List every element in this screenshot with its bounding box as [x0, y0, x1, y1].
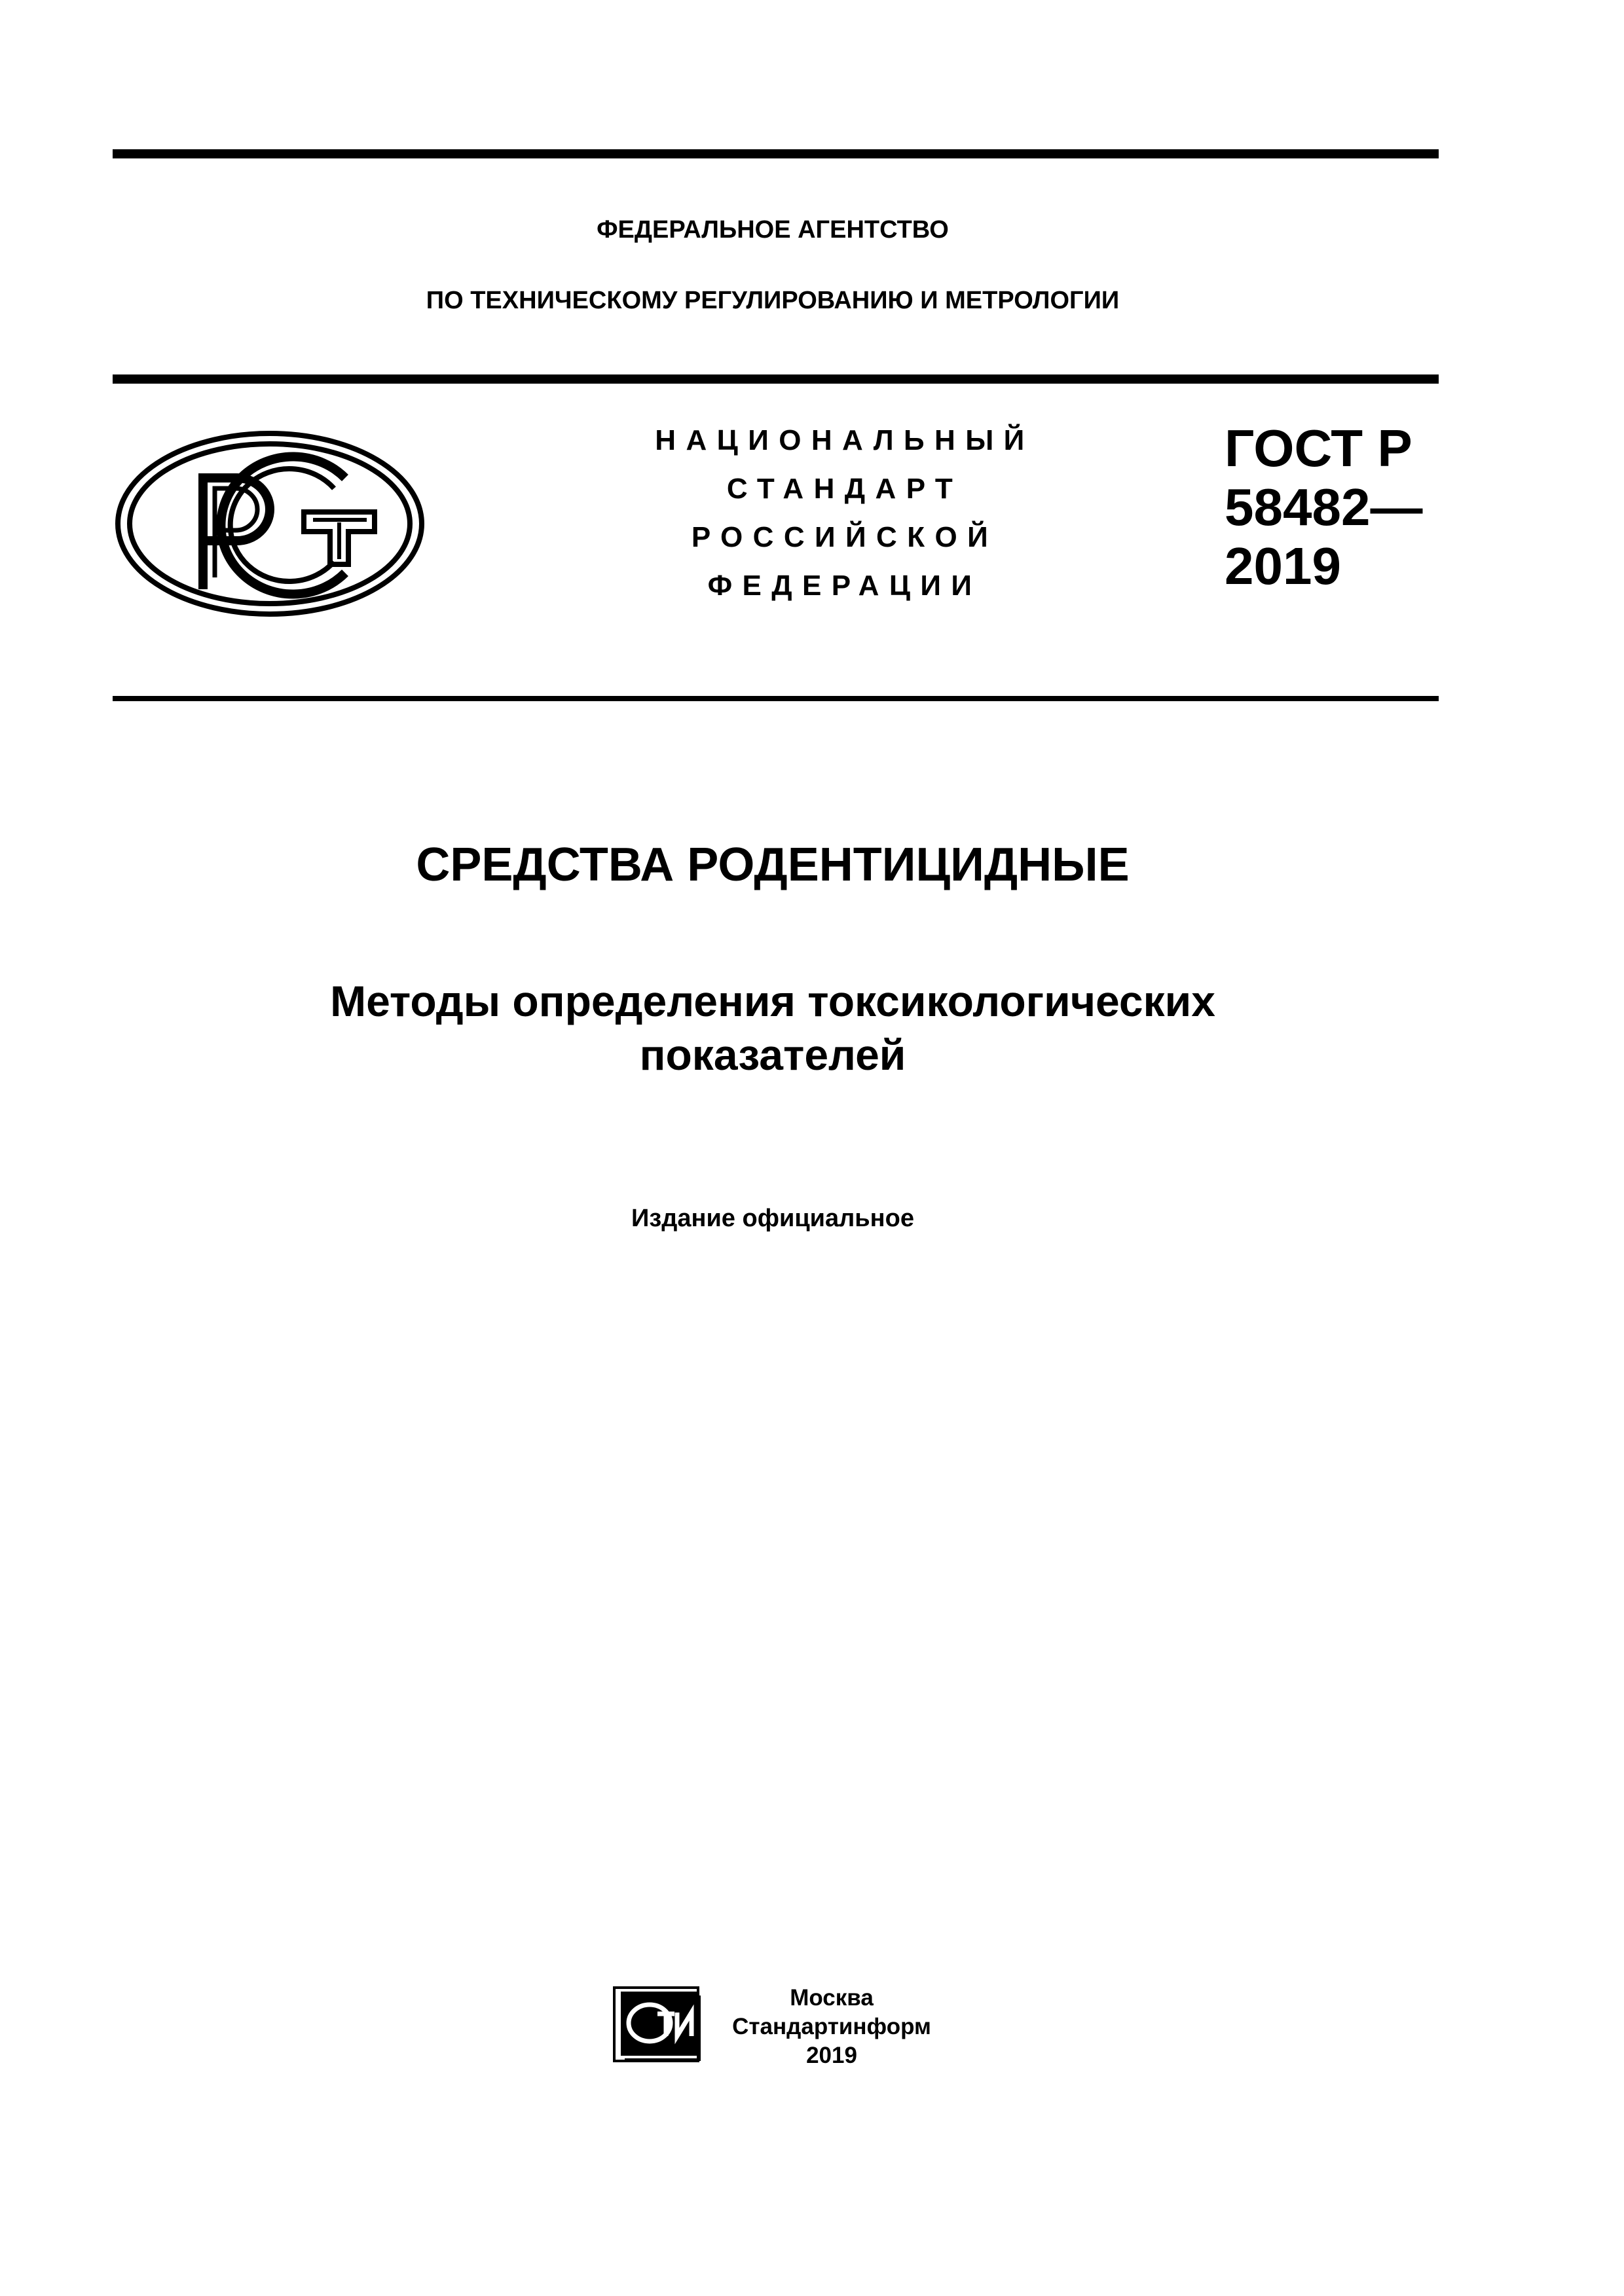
- edition-label: Издание официальное: [631, 1205, 914, 1232]
- rst-certification-mark-icon: [113, 426, 434, 622]
- standartinform-logo-icon: [609, 1982, 707, 2068]
- agency-line-1: ФЕДЕРАЛЬНОЕ АГЕНТСТВО: [597, 216, 949, 244]
- publisher-imprint: [720, 1984, 943, 2070]
- natstd-line-4: ФЕДЕРАЦИИ: [707, 570, 982, 602]
- designation-line-2: 58482—: [1225, 478, 1423, 536]
- designation-rule: [113, 696, 1439, 701]
- designation-line-1: ГОСТ Р: [1225, 419, 1412, 477]
- document-title: СРЕДСТВА РОДЕНТИЦИДНЫЕ: [416, 839, 1130, 891]
- top-rule: [113, 149, 1439, 158]
- national-standard-label: [589, 416, 1100, 610]
- publisher-year: 2019: [806, 2043, 857, 2068]
- header-rule: [113, 374, 1439, 384]
- publisher-city: Москва: [790, 1985, 874, 2011]
- natstd-line-2: СТАНДАРТ: [726, 473, 963, 505]
- natstd-line-3: РОССИЙСКОЙ: [691, 521, 999, 553]
- document-subtitle: [0, 974, 1545, 1082]
- agency-line-2: ПО ТЕХНИЧЕСКОМУ РЕГУЛИРОВАНИЮ И МЕТРОЛОГИИ: [426, 287, 1120, 314]
- designation-line-3: 2019: [1225, 537, 1341, 595]
- publisher-name: Стандартинформ: [732, 2014, 931, 2039]
- natstd-line-1: НАЦИОНАЛЬНЫЙ: [655, 424, 1035, 456]
- subtitle-line-2: показателей: [639, 1030, 906, 1079]
- subtitle-line-1: Методы определения токсикологических: [330, 977, 1215, 1025]
- standard-designation: [1225, 419, 1500, 596]
